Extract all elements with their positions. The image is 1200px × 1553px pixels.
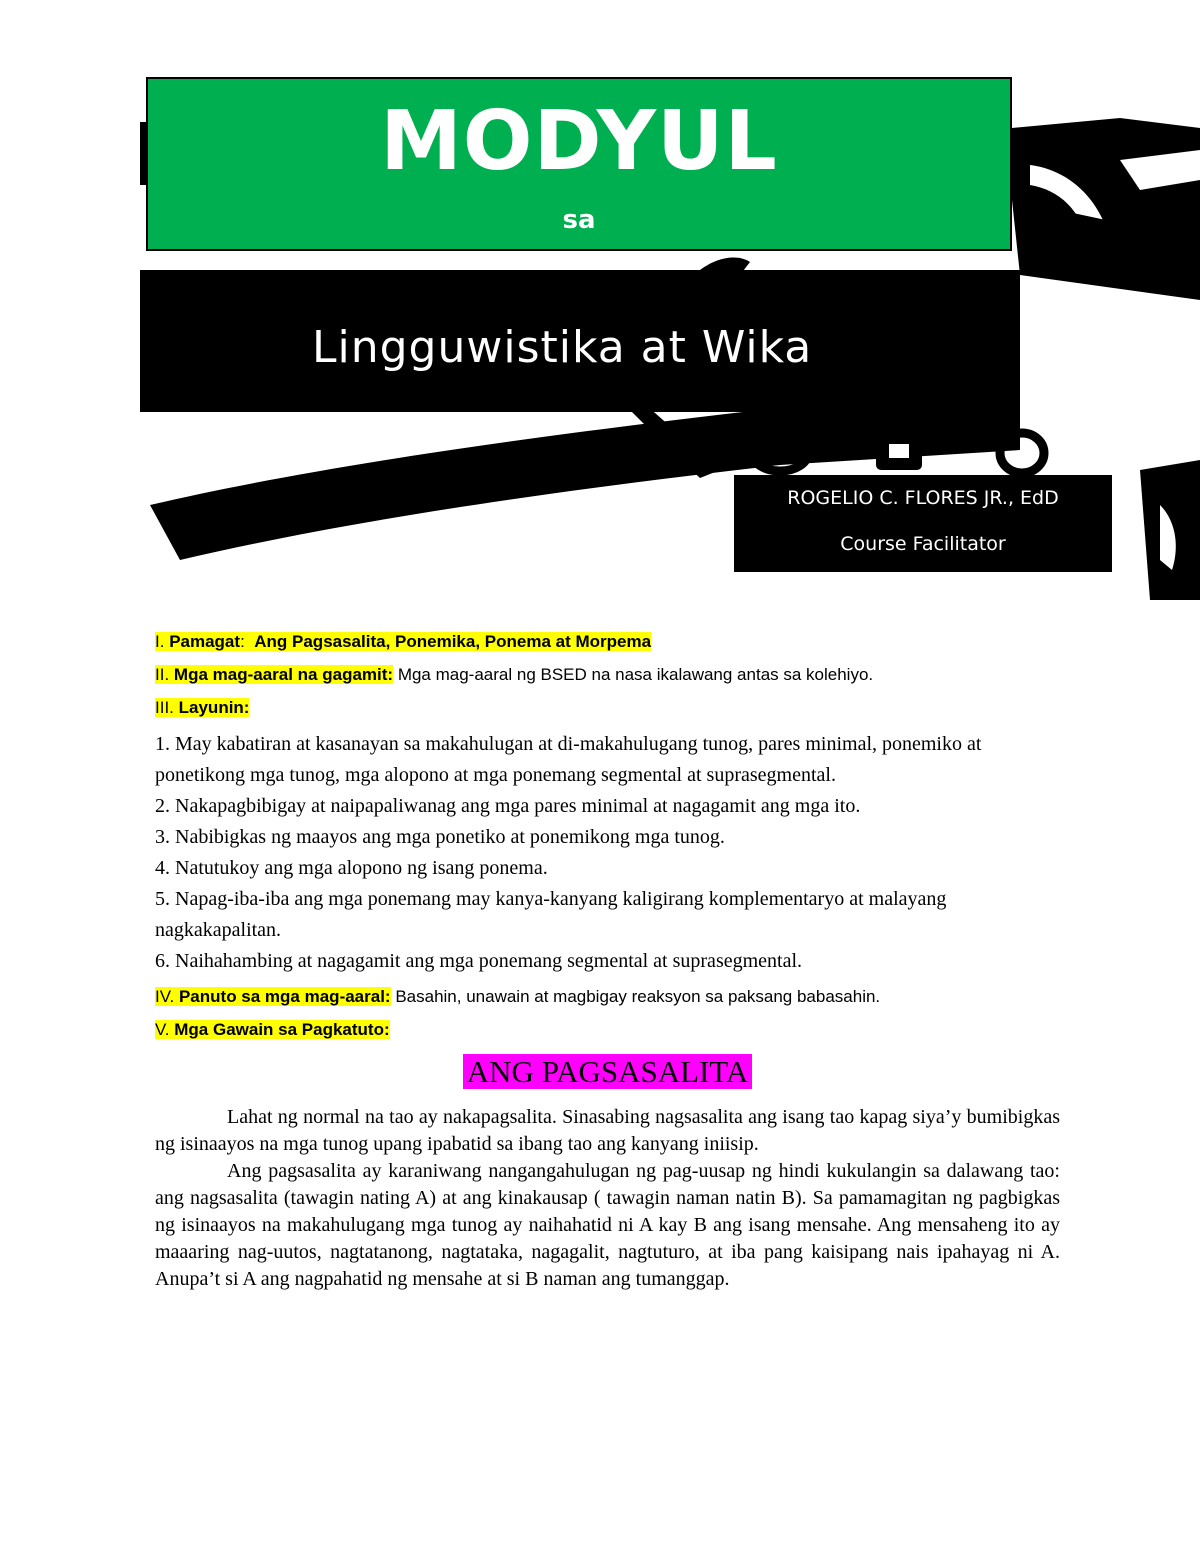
- heading-text: ANG PAGSASALITA: [463, 1054, 752, 1089]
- section-heading: [155, 1052, 1060, 1092]
- objective-item: 3. Nabibigkas ng maayos ang mga ponetiko at ponemikong mga tunog.: [155, 826, 725, 848]
- objective-item: 5. Napag-iba-iba ang mga ponemang may kanya-kanyang kaligirang komplementaryo at malayang nagkakapalitan.: [155, 888, 947, 941]
- section-layunin: [155, 696, 1060, 720]
- cover-connector: sa: [562, 205, 596, 235]
- body-paragraph: Ang pagsasalita ay karaniwang nangangahulugan ng pag-uusap ng hindi kukulangin sa dalawang tao: ang nagsasalita (tawagin nating A) at ang kinakausap ( tawagin naman natin B). Sa pamamagitan ng pagbigkas ng isinaayos na makahulugang mga tunog ay naihahatid ni A kay B ang isang mensahe. Ang mensaheng ito ay maaaring nag-uutos, nagtatanong, nagtataka, nagagalit, nagtuturo, at iba pang kaisipang nais ipahayag ni A. Anupa’t si A ang nagpahatid ng mensahe at si B naman ang tumanggap.: [155, 1160, 1060, 1290]
- title-banner: [146, 77, 1012, 251]
- cover-subtitle: Lingguwistika at Wika: [312, 322, 813, 373]
- section-number: III.: [155, 698, 174, 717]
- section-number: I.: [155, 632, 165, 651]
- section-label: Layunin:: [178, 698, 250, 717]
- section-pamagat: [155, 630, 1060, 654]
- section-mag-aaral: [155, 663, 1060, 687]
- section-label: Pamagat: [169, 632, 241, 651]
- author-name: ROGELIO C. FLORES JR., EdD: [787, 487, 1059, 509]
- section-label: Mga Gawain sa Pagkatuto:: [174, 1020, 390, 1039]
- author-role: Course Facilitator: [840, 533, 1006, 555]
- module-content: [155, 630, 1060, 1293]
- objective-item: 1. May kabatiran at kasanayan sa makahulugan at di-makahulugang tunog, pares minimal, ponemiko at ponetikong mga tunog, mga alopono at mga ponemang segmental at suprasegmental.: [155, 733, 982, 786]
- section-number: II.: [155, 665, 170, 684]
- objective-item: 6. Naihahambing at nagagamit ang mga ponemang segmental at suprasegmental.: [155, 950, 803, 972]
- author-box: [734, 475, 1112, 572]
- section-value: Mga mag-aaral ng BSED na nasa ikalawang antas sa kolehiyo.: [397, 665, 874, 684]
- section-gawain: [155, 1018, 1060, 1042]
- section-panuto: [155, 985, 1060, 1009]
- objective-item: 2. Nakapagbibigay at naipapaliwanag ang mga pares minimal at nagagamit ang mga ito.: [155, 795, 861, 817]
- body-paragraph: Lahat ng normal na tao ay nakapagsalita. Sinasabing nagsasalita ang isang tao kapag siya’y bumibigkas ng isinaayos na mga tunog upang ipabatid sa ibang tao ang kanyang iniisip.: [155, 1106, 1060, 1155]
- section-colon: :: [240, 632, 245, 651]
- section-value: Ang Pagsasalita, Ponemika, Ponema at Morpema: [254, 632, 652, 651]
- section-label: Mga mag-aaral na gagamit:: [173, 665, 394, 684]
- cover-title: MODYUL: [380, 94, 778, 189]
- section-number: IV.: [155, 987, 175, 1006]
- objective-item: 4. Natutukoy ang mga alopono ng isang ponema.: [155, 857, 548, 879]
- section-label: Panuto sa mga mag-aaral:: [178, 987, 391, 1006]
- section-value: Basahin, unawain at magbigay reaksyon sa paksang babasahin.: [395, 987, 881, 1006]
- objectives-list: [155, 729, 1060, 977]
- section-number: V.: [155, 1020, 170, 1039]
